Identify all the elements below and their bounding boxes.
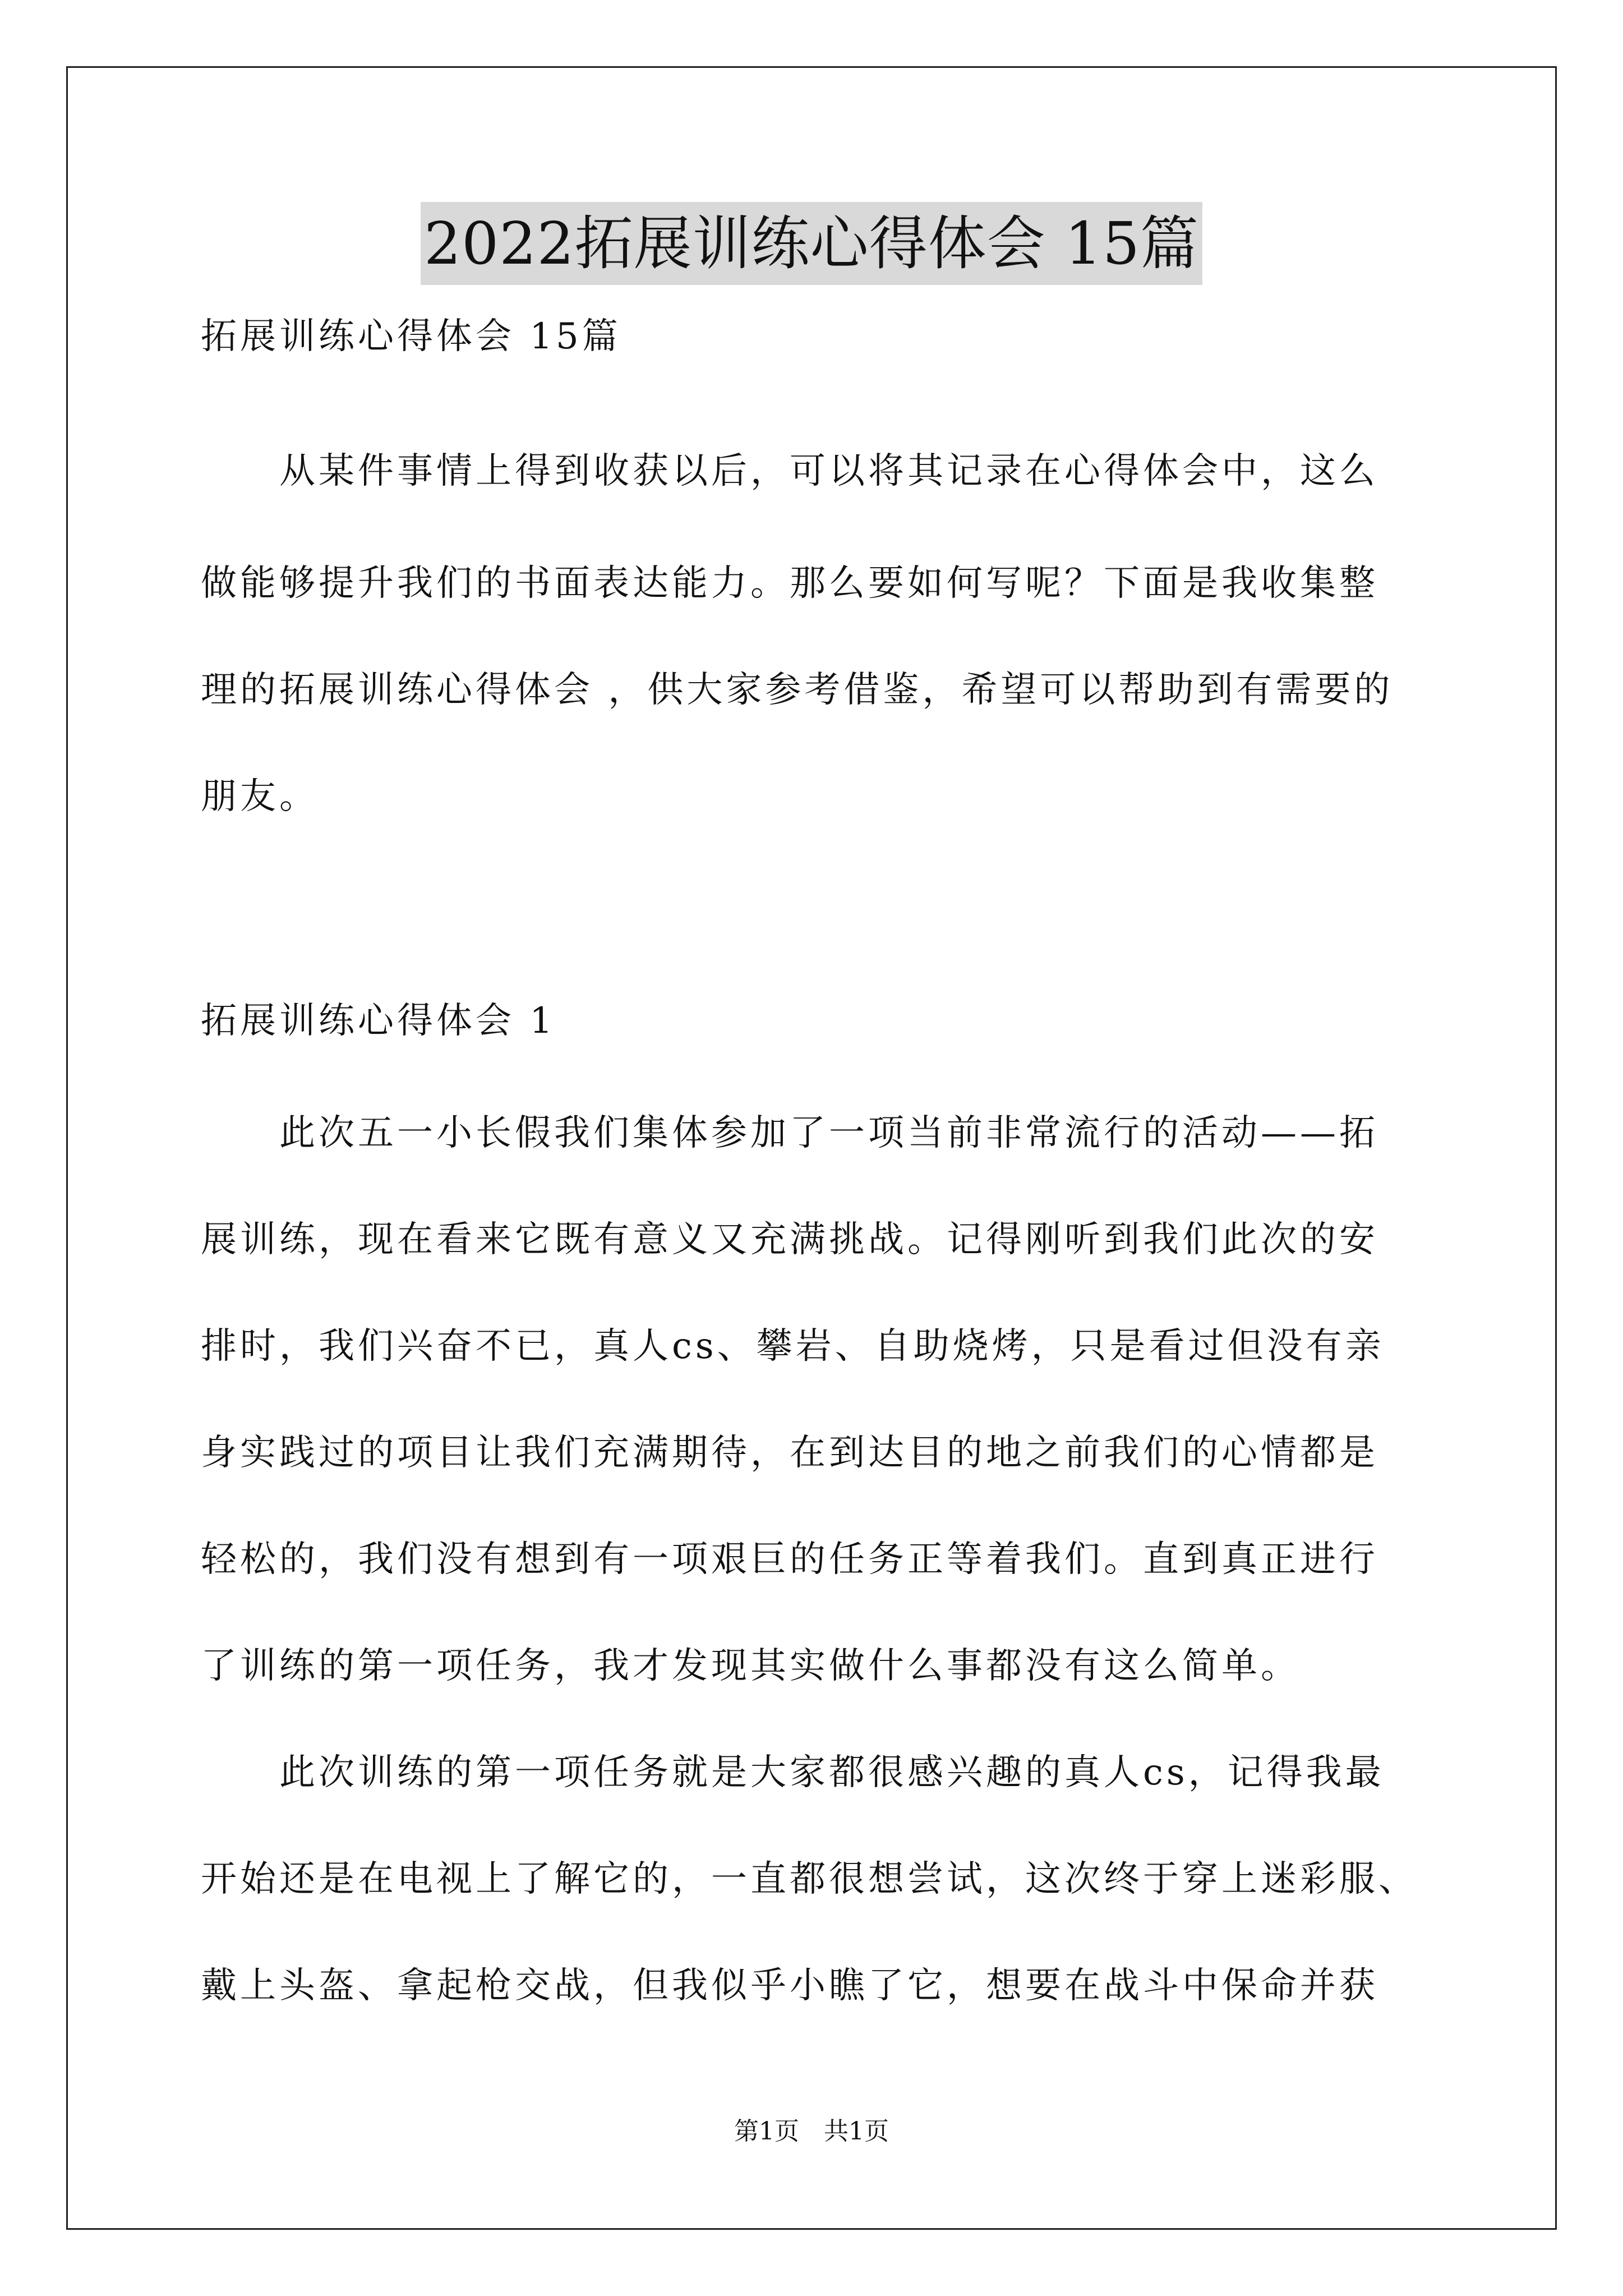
page-footer: 第1页 共1页 (734, 2117, 889, 2146)
title-container (0, 202, 1623, 285)
paragraph-line: 从某件事情上得到收获以后，可以将其记录在心得体会中，这么 (201, 450, 1378, 492)
paragraph-line: 排时，我们兴奋不已，真人cs、攀岩、自助烧烤，只是看过但没有亲 (201, 1326, 1385, 1367)
paragraph-line: 戴上头盔、拿起枪交战，但我似乎小瞧了它，想要在战斗中保命并获 (201, 1965, 1378, 2007)
paragraph-line: 了训练的第一项任务，我才发现其实做什么事都没有这么简单。 (201, 1645, 1300, 1687)
paragraph-line: 展训练，现在看来它既有意义又充满挑战。记得刚听到我们此次的安 (201, 1219, 1378, 1260)
paragraph-line: 轻松的，我们没有想到有一项艰巨的任务正等着我们。直到真正进行 (201, 1539, 1378, 1580)
paragraph-line: 此次训练的第一项任务就是大家都很感兴趣的真人cs，记得我最 (201, 1752, 1385, 1793)
paragraph-line: 朋友。 (201, 776, 319, 817)
paragraph-line: 身实践过的项目让我们充满期待，在到达目的地之前我们的心情都是 (201, 1432, 1378, 1474)
paragraph-line: 理的拓展训练心得体会 ，供大家参考借鉴，希望可以帮助到有需要的 (201, 669, 1394, 711)
document-title: 2022拓展训练心得体会 15篇 (421, 202, 1202, 285)
section-heading: 拓展训练心得体会 1 (201, 1000, 556, 1042)
paragraph-line: 此次五一小长假我们集体参加了一项当前非常流行的活动——拓 (201, 1112, 1378, 1154)
subtitle: 拓展训练心得体会 15篇 (201, 316, 621, 357)
paragraph-line: 做能够提升我们的书面表达能力。那么要如何写呢？下面是我收集整 (201, 563, 1378, 604)
paragraph-line: 开始还是在电视上了解它的，一直都很想尝试，这次终于穿上迷彩服、 (201, 1858, 1418, 1900)
